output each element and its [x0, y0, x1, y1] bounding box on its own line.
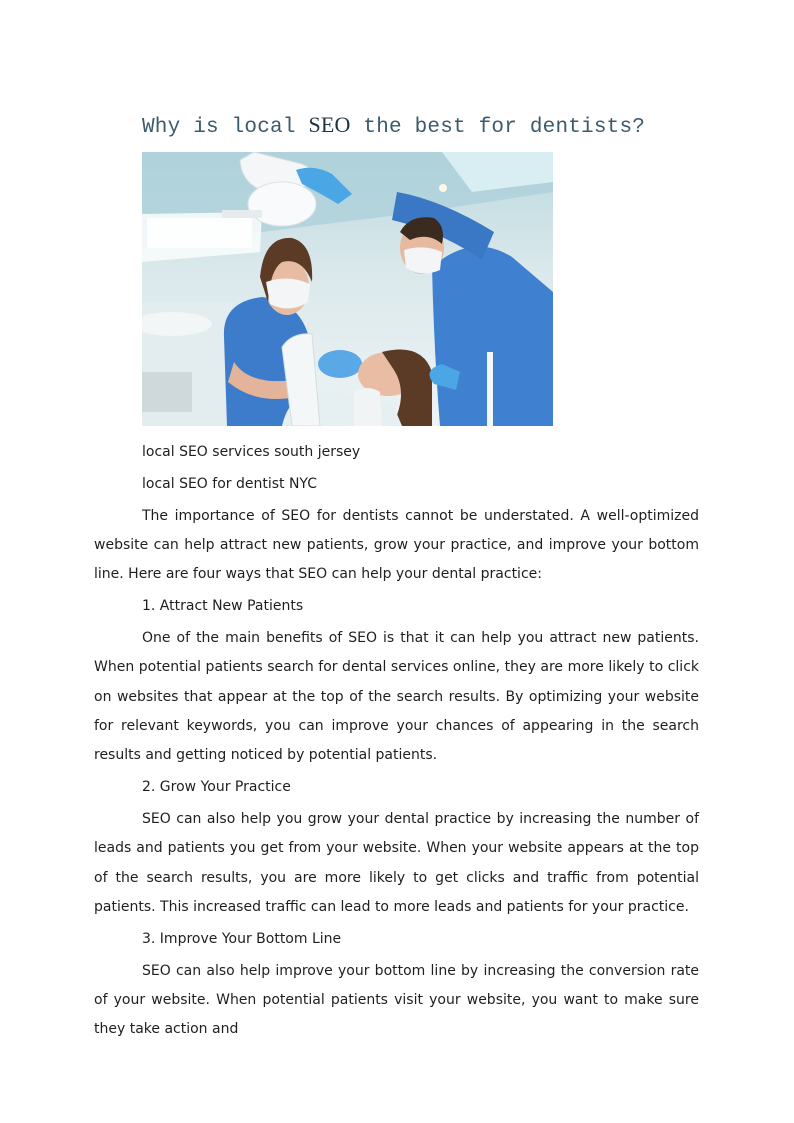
heading-attract-new-patients: 1. Attract New Patients: [142, 598, 304, 615]
title-post: the best for dentists?: [350, 116, 646, 139]
heading-grow-your-practice: 2. Grow Your Practice: [142, 779, 291, 796]
caption-local-seo-south-jersey: local SEO services south jersey: [142, 444, 361, 460]
dental-procedure-photo: [142, 152, 553, 426]
article-body: [94, 438, 699, 1047]
caption-local-seo-dentist-nyc: local SEO for dentist NYC: [142, 475, 317, 492]
title-pre: Why is local: [142, 116, 309, 139]
heading-improve-bottom-line: 3. Improve Your Bottom Line: [142, 930, 342, 947]
intro-paragraph: The importance of SEO for dentists cannot be understated. A well-optimized website can help attract new patients, grow your practice, and improve your bottom line. Here are four ways that SEO can help your dental practice:: [94, 507, 699, 583]
paragraph-improve-bottom-line: SEO can also help improve your bottom line by increasing the conversion rate of your website. When potential patients visit your website, you want to make sure they take action and: [94, 962, 699, 1038]
page-title: [142, 112, 645, 139]
paragraph-grow-your-practice: SEO can also help you grow your dental practice by increasing the number of leads and patients you get from your website. When your website appears at the top of the search results, you are more likely to get clicks and traffic from potential patients. This increased traffic can lead to more leads and patients for your practice.: [94, 811, 699, 916]
title-highlight: SEO: [308, 112, 351, 137]
paragraph-attract-new-patients: One of the main benefits of SEO is that it can help you attract new patients. When potential patients search for dental services online, they are more likely to click on websites that appear at the top of the search results. By optimizing your website for relevant keywords, you can improve your chances of appearing in the search results and getting noticed by potential patients.: [94, 630, 699, 764]
